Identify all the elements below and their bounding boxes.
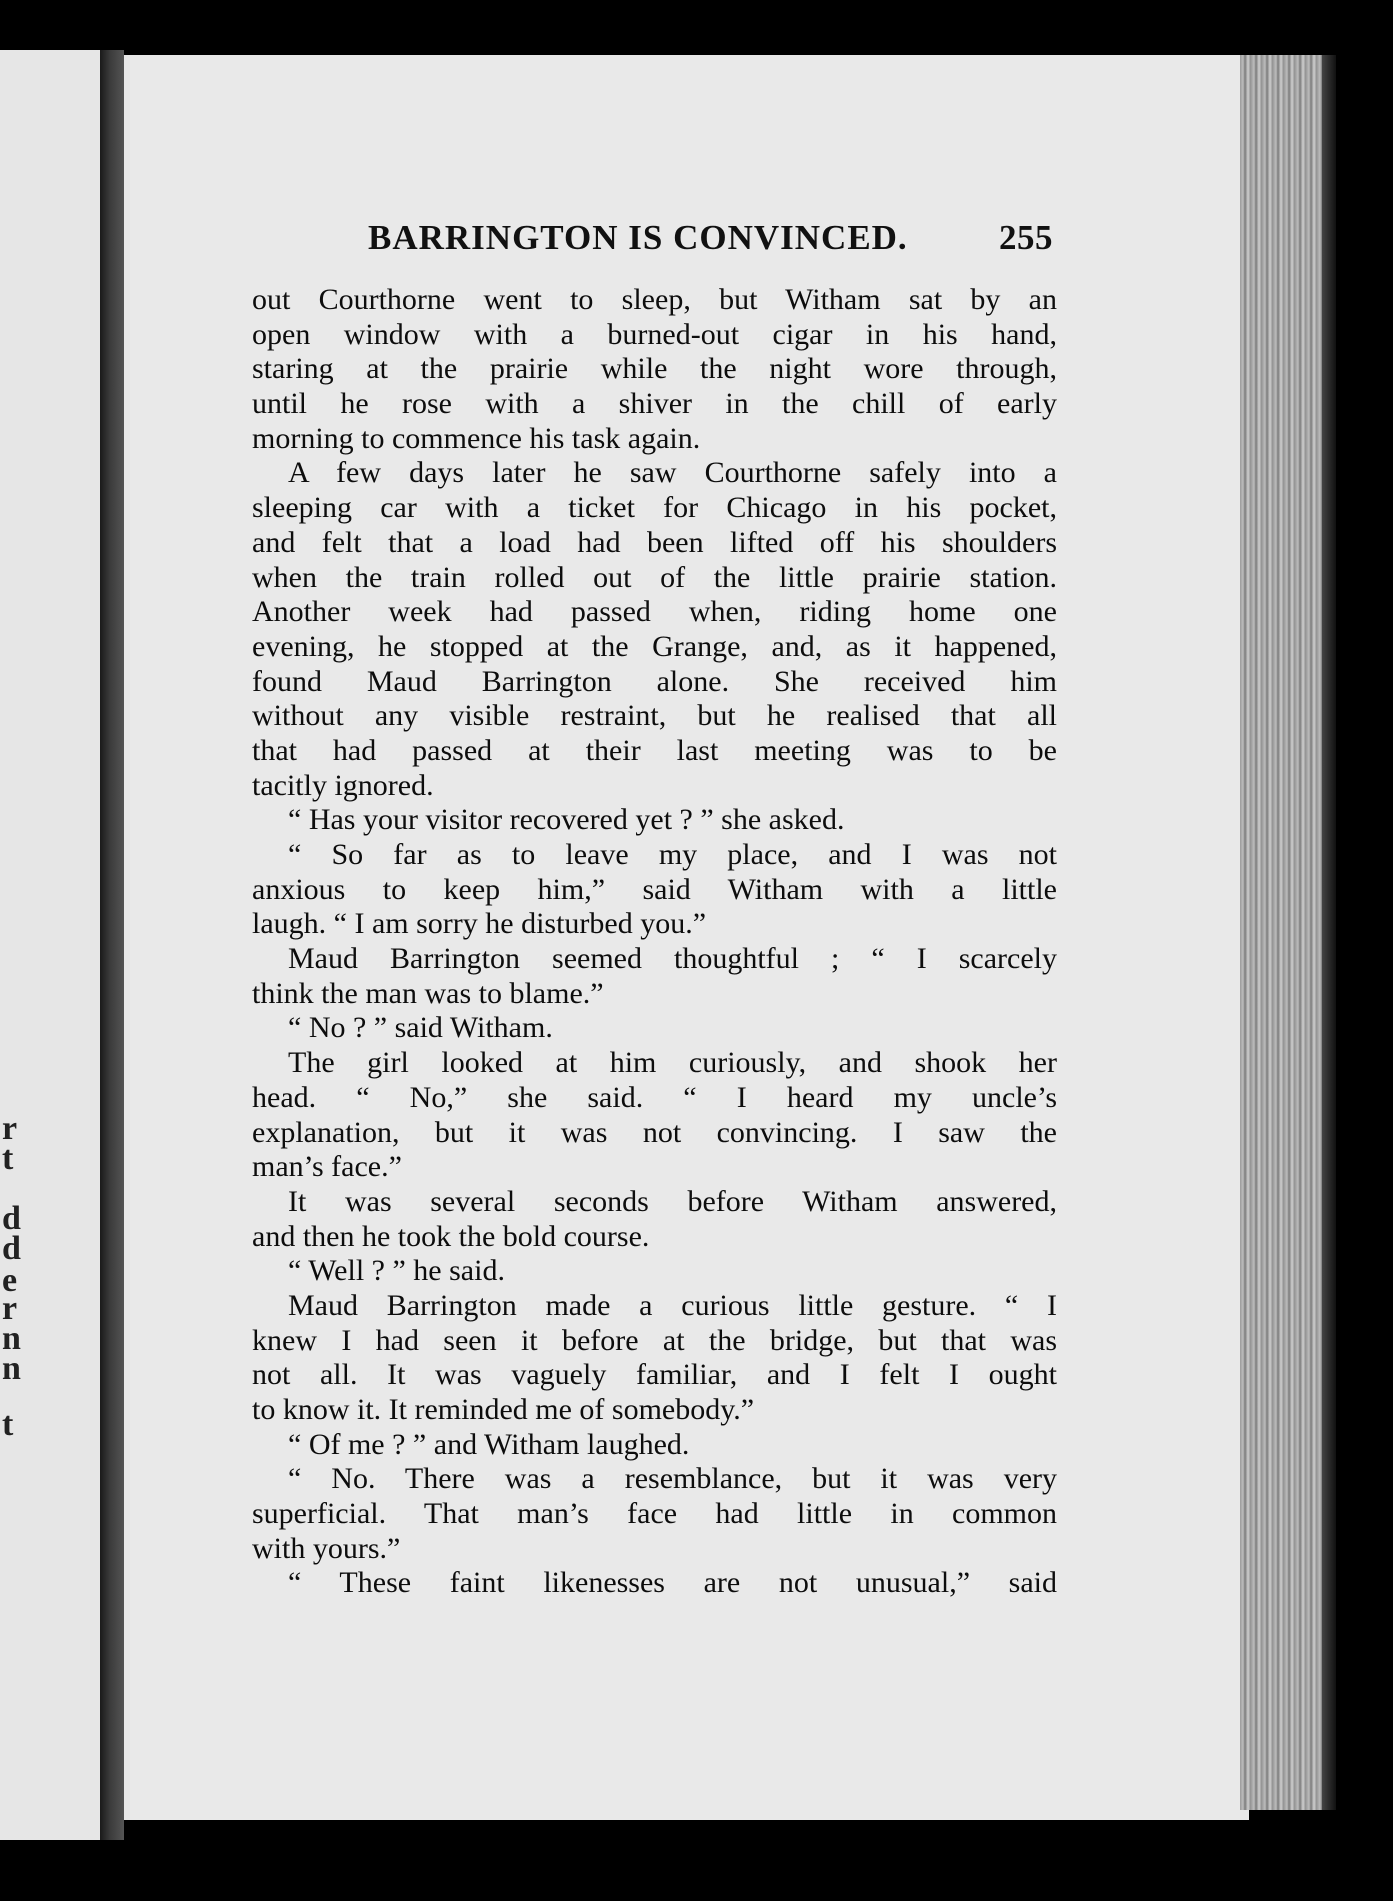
- fragment: r: [2, 1290, 18, 1327]
- fragment: r: [2, 1110, 18, 1147]
- text-line: that had passed at their last meeting was to be: [252, 733, 1057, 767]
- book-cover-edge: [1322, 55, 1336, 1810]
- text-line: “ So far as to leave my place, and I was not: [288, 838, 1057, 871]
- text-line: to know it. It reminded me of somebody.”: [252, 1393, 755, 1426]
- text-line: out Courthorne went to sleep, but Witham sat by an: [252, 283, 1057, 316]
- book-gutter: [100, 50, 124, 1840]
- text-line: Maud Barrington seemed thoughtful ; “ I scarcely: [288, 942, 1057, 976]
- text-line: superficial. That man’s face had little in common: [252, 1497, 1057, 1531]
- fragment: e: [2, 1262, 18, 1299]
- page-edges: [1240, 55, 1322, 1810]
- text-line: Another week had passed when, riding home one: [252, 595, 1057, 629]
- chapter-title: BARRINGTON IS CONVINCED.: [368, 218, 908, 257]
- text-line: It was several seconds before Witham answered,: [288, 1184, 1057, 1218]
- text-line: “ Has your visitor recovered yet ? ” she asked.: [288, 803, 845, 837]
- text-line: and felt that a load had been lifted off his shoulders: [252, 525, 1057, 559]
- text-line: head. “ No,” she said. “ I heard my uncle’s: [252, 1080, 1057, 1114]
- text-line: man’s face.”: [252, 1150, 402, 1184]
- text-line: “ No. There was a resemblance, but it was very: [288, 1462, 1057, 1496]
- text-line: “ These faint likenesses are not unusual,” said: [288, 1566, 1057, 1600]
- text-line: knew I had seen it before at the bridge, but that was: [252, 1323, 1057, 1357]
- text-line: found Maud Barrington alone. She received him: [252, 664, 1057, 698]
- text-line: think the man was to blame.”: [252, 976, 604, 1010]
- fragment: t: [2, 1140, 14, 1177]
- text-line: Maud Barrington made a curious little gesture. “ I: [288, 1288, 1057, 1322]
- text-line: laugh. “ I am sorry he disturbed you.”: [252, 907, 707, 941]
- text-line: explanation, but it was not convincing. I saw the: [252, 1115, 1057, 1149]
- text-line: A few days later he saw Courthorne safely into a: [288, 456, 1057, 490]
- text-line: open window with a burned-out cigar in his hand,: [252, 317, 1057, 351]
- running-head: [368, 218, 1053, 268]
- text-line: with yours.”: [252, 1531, 401, 1565]
- fragment: t: [2, 1406, 14, 1443]
- text-line: without any visible restraint, but he realised that all: [252, 699, 1057, 733]
- page-number: 255: [999, 218, 1053, 257]
- body-text: [252, 283, 1057, 1601]
- text-line: when the train rolled out of the little prairie station.: [252, 560, 1057, 594]
- text-line: until he rose with a shiver in the chill of early: [252, 387, 1057, 421]
- facing-page-edge: [0, 50, 100, 1840]
- text-line: “ No ? ” said Witham.: [288, 1011, 553, 1045]
- text-line: evening, he stopped at the Grange, and, as it happened,: [252, 629, 1057, 663]
- text-line: morning to commence his task again.: [252, 421, 701, 455]
- text-line: staring at the prairie while the night wore through,: [252, 352, 1057, 386]
- fragment: d: [2, 1230, 21, 1267]
- fragment: d: [2, 1200, 21, 1237]
- text-line: not all. It was vaguely familiar, and I felt I ought: [252, 1358, 1057, 1392]
- text-line: and then he took the bold course.: [252, 1219, 650, 1253]
- text-line: sleeping car with a ticket for Chicago in his pocket,: [252, 491, 1057, 525]
- text-line: anxious to keep him,” said Witham with a little: [252, 872, 1057, 906]
- text-line: The girl looked at him curiously, and shook her: [288, 1046, 1057, 1080]
- text-line: “ Well ? ” he said.: [288, 1254, 505, 1288]
- fragment: n: [2, 1320, 21, 1357]
- text-line: “ Of me ? ” and Witham laughed.: [288, 1427, 690, 1461]
- text-line: tacitly ignored.: [252, 768, 434, 802]
- fragment: n: [2, 1350, 21, 1387]
